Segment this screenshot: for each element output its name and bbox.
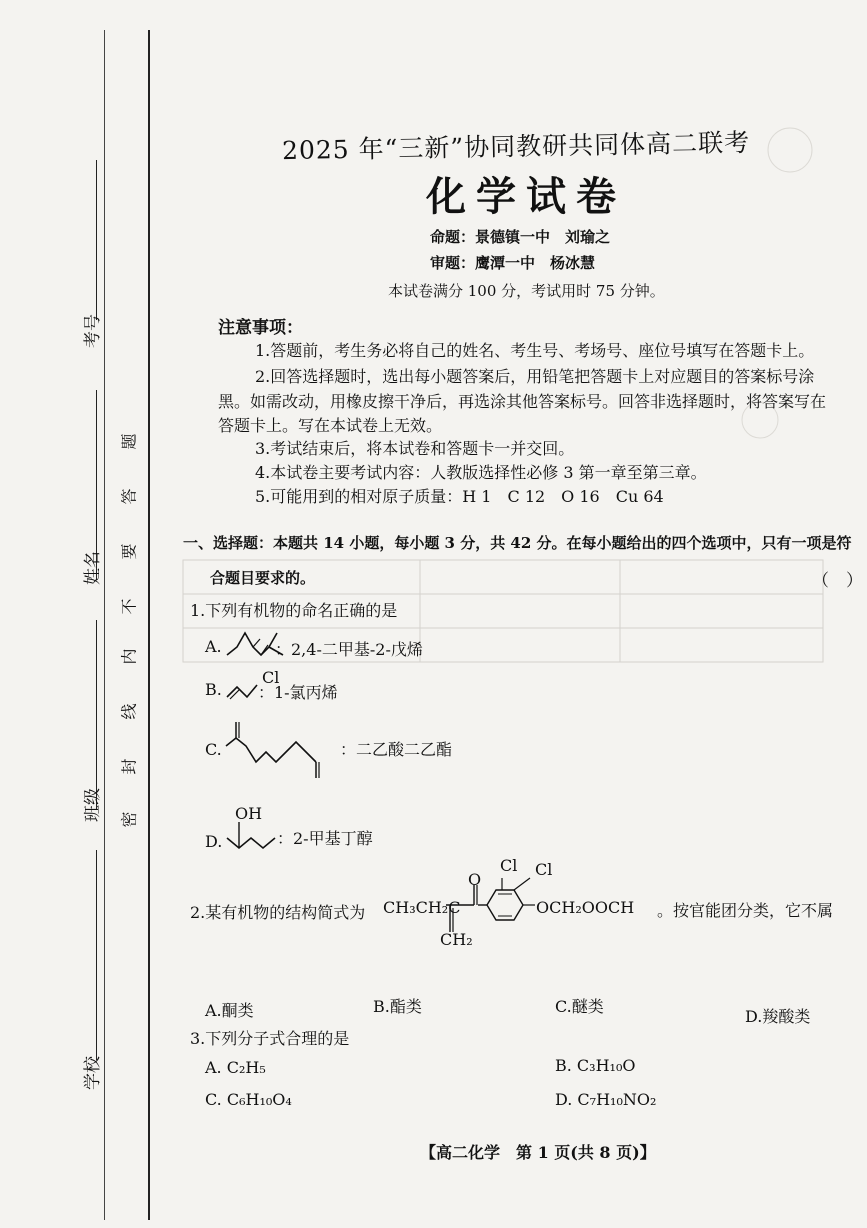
q2-option-a: A.酮类 [205,1001,254,1020]
seal-char: 密 [119,811,139,828]
q2-option-c: C.醚类 [555,997,604,1016]
q2-tail: 。按官能团分类，它不属 [657,901,834,920]
q2-option-d: D.羧酸类 [745,1007,811,1026]
name-label: 姓名 [83,551,103,585]
q1-option-b-label: B. [205,680,222,699]
reviewer-line: 审题：鹰潭一中 杨冰慧 [430,254,596,272]
section1-heading-cont: 合题目要求的。 [210,569,316,587]
q3-option-c: C. C₆H₁₀O₄ [205,1090,292,1109]
q2-ch2: CH₂ [440,930,473,949]
q2-cl-1: Cl [500,856,518,875]
school-label: 学校 [83,1056,103,1090]
seal-char: 答 [119,488,139,505]
q2-formula-right: OCH₂OOCH [536,898,635,917]
q3-option-d: D. C₇H₁₀NO₂ [555,1090,657,1109]
q1-option-c-label: C. [205,740,222,759]
seal-char: 要 [119,543,139,560]
notice-item: 4.本试卷主要考试内容：人教版选择性必修 3 第一章至第三章。 [255,463,707,482]
notice-item: 答题卡上。写在本试卷上无效。 [218,416,443,435]
seal-char: 题 [119,433,139,450]
q1-c-skeletal-structure [224,710,339,770]
subject-title: 化学试卷 [426,173,626,220]
q2-formula-left: CH₃CH₂C [383,898,461,917]
answer-paren: （ ） [812,571,863,591]
notice-heading: 注意事项： [218,318,303,338]
q1-b-name: ：1-氯丙烯 [258,683,338,702]
q2-stem: 2.某有机物的结构简式为 [190,903,366,922]
q3-option-b: B. C₃H₁₀O [555,1056,636,1075]
notice-item: 黑。如需改动，用橡皮擦干净后，再选涂其他答案标号。回答非选择题时，将答案写在 [218,392,827,411]
q1-c-name: ：二乙酸二乙酯 [340,740,453,759]
notice-item: 2.回答选择题时，选出每小题答案后，用铅笔把答题卡上对应题目的答案标号涂 [255,367,815,386]
q1-d-name: ：2-甲基丁醇 [277,829,373,848]
q1-d-oh: OH [235,804,263,823]
notice-item: 1.答题前，考生务必将自己的姓名、考生号、考场号、座位号填写在答题卡上。 [255,341,815,360]
q1-b-cl: Cl [262,668,280,687]
q1-option-a-label: A. [205,637,222,656]
section1-heading: 一、选择题：本题共 14 小题，每小题 3 分，共 42 分。在每小题给出的四个选项中，只有一项是符 [183,534,852,552]
page-footer: 【高二化学 第 1 页(共 8 页)】 [420,1143,656,1162]
seal-char: 内 [119,648,139,665]
notice-item: 5.可能用到的相对原子质量：H 1 C 12 O 16 Cu 64 [255,487,664,506]
setter-line: 命题：景德镇一中 刘瑜之 [430,228,611,246]
q1-option-d-label: D. [205,832,223,851]
q2-option-b: B.酯类 [373,997,422,1016]
q2-cl-2: Cl [535,860,553,879]
seal-char: 线 [119,703,139,720]
q1-d-skeletal-structure [225,818,285,858]
seal-char: 不 [119,598,139,615]
q1-a-name: ：2,4-二甲基-2-戊烯 [275,640,423,659]
notice-item: 3.考试结束后，将本试卷和答题卡一并交回。 [255,439,575,458]
q3-option-a: A. C₂H₅ [205,1058,266,1077]
class-label: 班级 [83,788,103,822]
seal-char: 封 [119,758,139,775]
score-time-line: 本试卷满分 100 分，考试用时 75 分钟。 [388,282,665,300]
exam-no-label: 考号 [83,314,103,348]
q3-stem: 3.下列分子式合理的是 [190,1029,350,1048]
exam-title: 2025 年“三新”协同教研共同体高二联考 [281,127,751,166]
q2-carbonyl-o: O [468,870,482,889]
q1-stem: 1.下列有机物的命名正确的是 [190,601,398,620]
